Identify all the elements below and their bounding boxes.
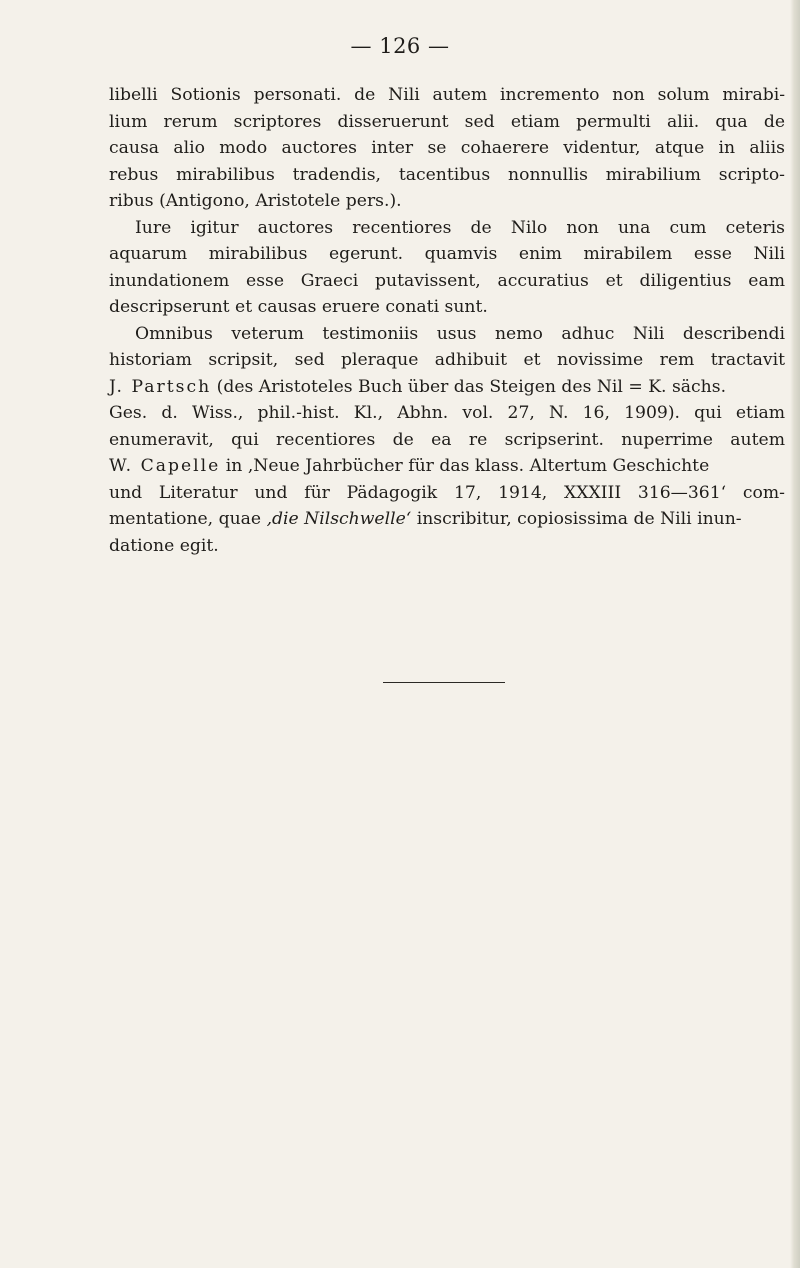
text-line: Omnibus veterum testimoniis usus nemo adhuc Nili describendi <box>135 323 785 344</box>
text-fragment: (des Aristoteles Buch über das Steigen des Nil = K. sächs. <box>211 376 727 397</box>
text-line-capelle <box>109 453 785 480</box>
text-line: und Literatur und für Pädagogik 17, 1914, XXXIII 316—361‘ com- <box>109 482 785 503</box>
text-line: descripserunt et causas eruere conati sunt. <box>109 297 488 317</box>
body-text <box>109 82 785 559</box>
text-line: ribus (Antigono, Aristotele pers.). <box>109 191 402 211</box>
page-number: — 126 — <box>350 34 450 58</box>
text-line: causa alio modo auctores inter se cohaerere videntur, atque in aliis <box>109 138 785 158</box>
text-line: historiam scripsit, sed pleraque adhibuit et novissime rem tractavit <box>109 350 785 370</box>
section-divider <box>383 682 505 683</box>
text-line-title <box>109 506 785 533</box>
author-name: J. Partsch <box>109 376 212 397</box>
text-line: Ges. d. Wiss., phil.-hist. Kl., Abhn. vol. 27, N. 16, 1909). qui etiam <box>109 403 785 423</box>
text-line: Iure igitur auctores recentiores de Nilo non una cum ceteris <box>135 217 785 238</box>
text-line: lium rerum scriptores disseruerunt sed etiam permulti alii. qua de <box>109 111 785 132</box>
text-fragment: in ,Neue Jahrbücher für das klass. Altertum Geschichte <box>220 456 710 476</box>
text-fragment: inscribitur, copiosissima de Nili inun- <box>411 509 742 529</box>
author-name: W. Capelle <box>109 456 221 476</box>
page-edge-shadow <box>790 0 800 1268</box>
text-line: inundationem esse Graeci putavissent, accuratius et diligentius eam <box>109 270 785 291</box>
text-line: datione egit. <box>109 535 219 556</box>
text-line: rebus mirabilibus tradendis, tacentibus nonnullis mirabilium scripto- <box>109 164 785 185</box>
text-line: enumeravit, qui recentiores de ea re scripserint. nuperrime autem <box>109 429 785 450</box>
text-line: aquarum mirabilibus egerunt. quamvis enim mirabilem esse Nili <box>109 244 785 264</box>
text-fragment: mentatione, quae <box>109 509 267 529</box>
text-line-partsch <box>109 374 785 401</box>
article-title: ,die Nilschwelle‘ <box>266 509 412 529</box>
text-line: libelli Sotionis personati. de Nili autem incremento non solum mirabi- <box>109 85 785 105</box>
